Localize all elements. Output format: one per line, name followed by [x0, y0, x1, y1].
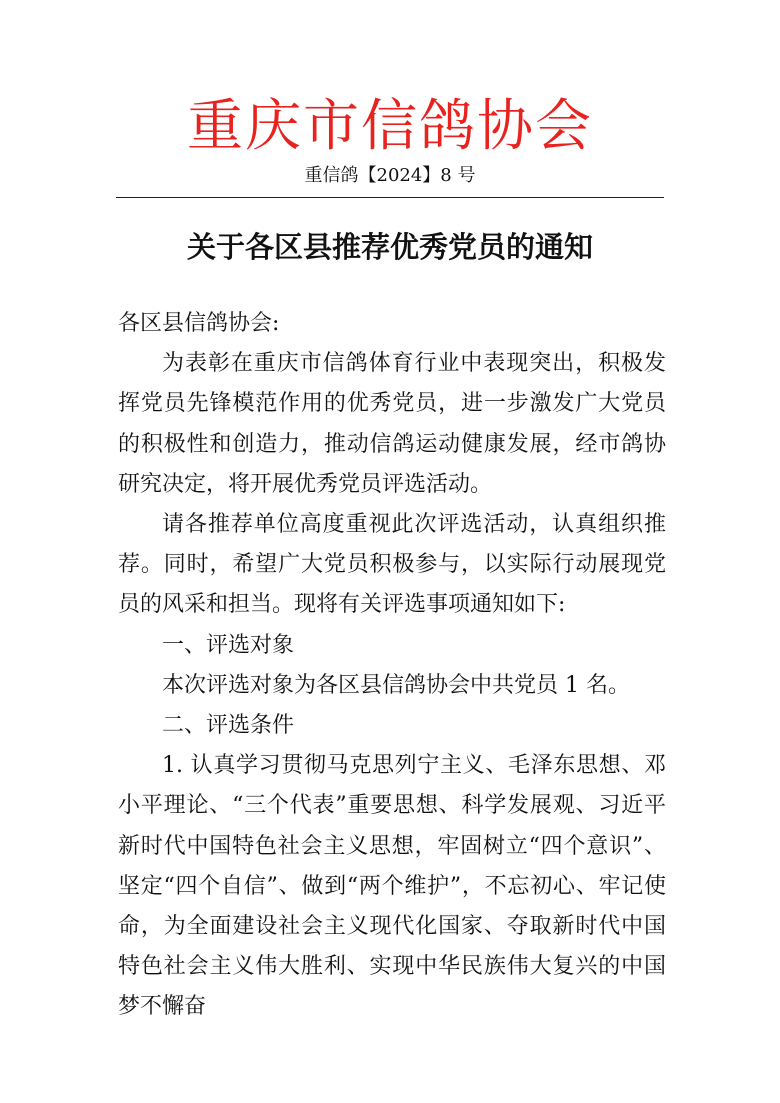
section-1-heading: 一、评选对象: [162, 632, 295, 658]
document-body: [118, 304, 666, 1028]
organization-header: 重庆市信鸽协会: [187, 94, 593, 159]
section-1-text: 本次评选对象为各区县信鸽协会中共党员 1 名。: [162, 672, 630, 698]
condition-1: 1. 认真学习贯彻马克思列宁主义、毛泽东思想、邓小平理论、“三个代表”重要思想、科学发展观、习近平新时代中国特色社会主义思想，牢固树立“四个意识”、坚定“四个自信”、做到“两个维护”，不忘初心、牢记使命，为全面建设社会主义现代化国家、夺取新时代中国特色社会主义伟大胜利、实现中华民族伟大复兴的中国梦不懈奋: [118, 753, 666, 1020]
header-divider: [116, 197, 664, 198]
document-number: 重信鸽【2024】8 号: [304, 165, 476, 186]
paragraph-2: 请各推荐单位高度重视此次评选活动，认真组织推荐。同时，希望广大党员积极参与，以实际行动展现党员的风采和担当。现将有关评选事项通知如下:: [118, 512, 666, 618]
section-2-heading: 二、评选条件: [162, 713, 295, 739]
salutation: 各区县信鸽协会:: [118, 311, 280, 336]
notice-title: 关于各区县推荐优秀党员的通知: [186, 230, 593, 264]
paragraph-1: 为表彰在重庆市信鸽体育行业中表现突出，积极发挥党员先锋模范作用的优秀党员，进一步激发广大党员的积极性和创造力，推动信鸽运动健康发展，经市鸽协研究决定，将开展优秀党员评选活动。: [118, 351, 666, 497]
